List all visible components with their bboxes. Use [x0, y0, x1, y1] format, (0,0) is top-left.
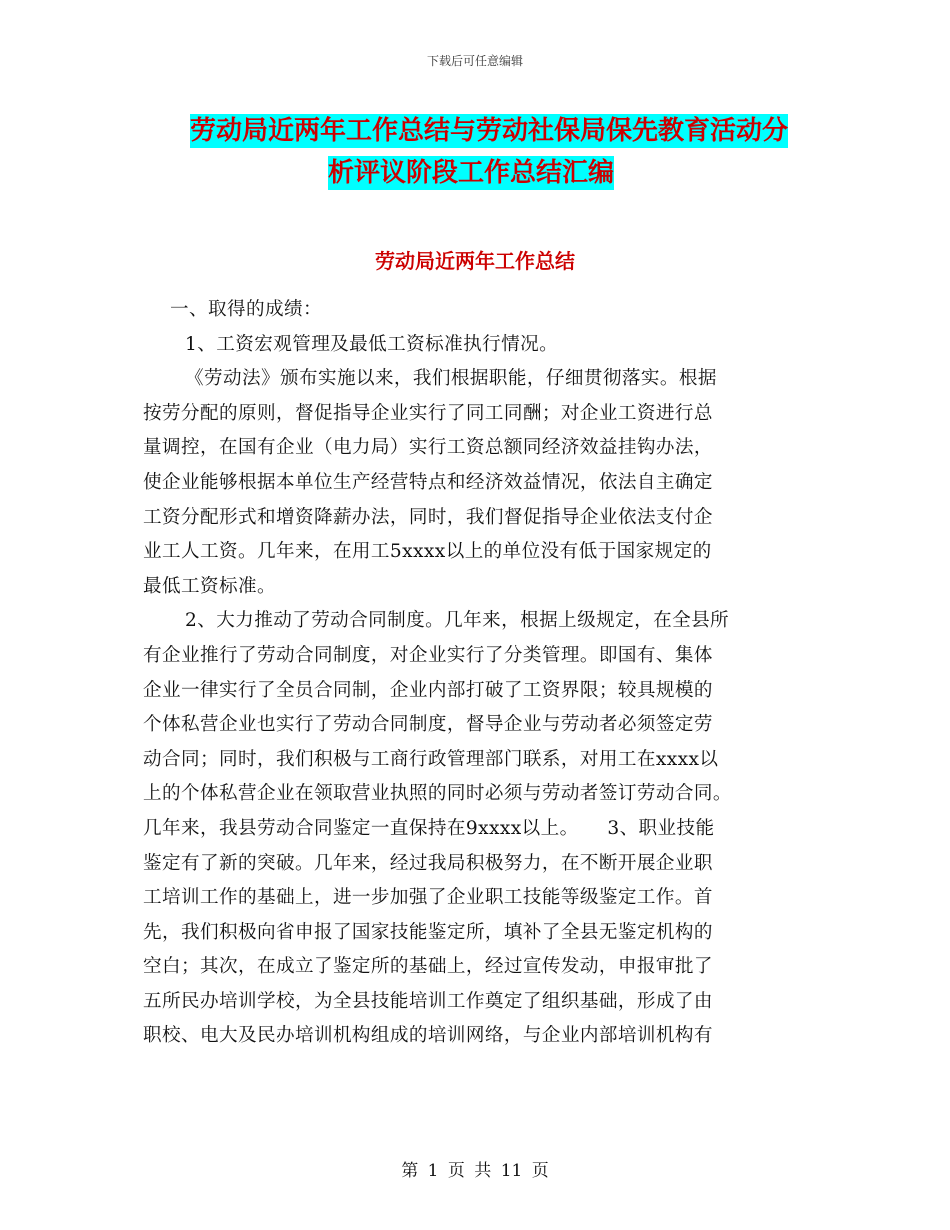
- document-body: [143, 293, 803, 1054]
- body-line: 2、大力推动了劳动合同制度。几年来，根据上级规定，在全县所: [185, 610, 730, 632]
- body-line: 1、工资宏观管理及最低工资标准执行情况。: [185, 333, 559, 355]
- title-line-2: 析评议阶段工作总结汇编: [328, 158, 615, 188]
- title-line-1: 劳动局近两年工作总结与劳动社保局保先教育活动分: [190, 116, 789, 146]
- body-line: 有企业推行了劳动合同制度，对企业实行了分类管理。即国有、集体: [143, 644, 713, 666]
- body-line: 《劳动法》颁布实施以来，我们根据职能，仔细贯彻落实。根据: [185, 368, 717, 390]
- body-line: 上的个体私营企业在领取营业执照的同时必须与劳动者签订劳动合同。: [143, 783, 732, 805]
- body-line: 几年来，我县劳动合同鉴定一直保持在9xxxx以上。 3、职业技能: [143, 817, 715, 839]
- header-note: 下载后可任意编辑: [426, 54, 523, 68]
- body-line: 先，我们积极向省申报了国家技能鉴定所，填补了全县无鉴定机构的: [143, 921, 713, 943]
- section-title: 劳动局近两年工作总结: [375, 249, 575, 273]
- body-line: 五所民办培训学校，为全县技能培训工作奠定了组织基础，形成了由: [143, 990, 713, 1012]
- body-line: 工资分配形式和增资降薪办法，同时，我们督促指导企业依法支付企: [143, 506, 713, 528]
- body-line: 鉴定有了新的突破。几年来，经过我局积极努力，在不断开展企业职: [143, 852, 713, 874]
- body-line: 企业一律实行了全员合同制，企业内部打破了工资界限；较具规模的: [143, 679, 713, 701]
- body-line: 业工人工资。几年来，在用工5xxxx以上的单位没有低于国家规定的: [143, 541, 712, 563]
- document-title: [190, 110, 810, 194]
- page-footer: 第 1 页 共 11 页: [401, 1161, 549, 1181]
- body-line: 量调控，在国有企业（电力局）实行工资总额同经济效益挂钩办法，: [143, 437, 713, 459]
- body-line: 一、取得的成绩：: [170, 299, 322, 320]
- body-line: 个体私营企业也实行了劳动合同制度，督导企业与劳动者必须签定劳: [143, 714, 713, 736]
- body-line: 工培训工作的基础上，进一步加强了企业职工技能等级鉴定工作。首: [143, 887, 713, 909]
- body-line: 职校、电大及民办培训机构组成的培训网络，与企业内部培训机构有: [143, 1025, 713, 1047]
- body-line: 使企业能够根据本单位生产经营特点和经济效益情况，依法自主确定: [143, 471, 713, 493]
- body-line: 最低工资标准。: [143, 575, 276, 597]
- body-line: 空白；其次，在成立了鉴定所的基础上，经过宣传发动，申报审批了: [143, 956, 713, 978]
- body-line: 动合同；同时，我们积极与工商行政管理部门联系，对用工在xxxx以: [143, 748, 719, 770]
- body-line: 按劳分配的原则，督促指导企业实行了同工同酬；对企业工资进行总: [143, 402, 713, 424]
